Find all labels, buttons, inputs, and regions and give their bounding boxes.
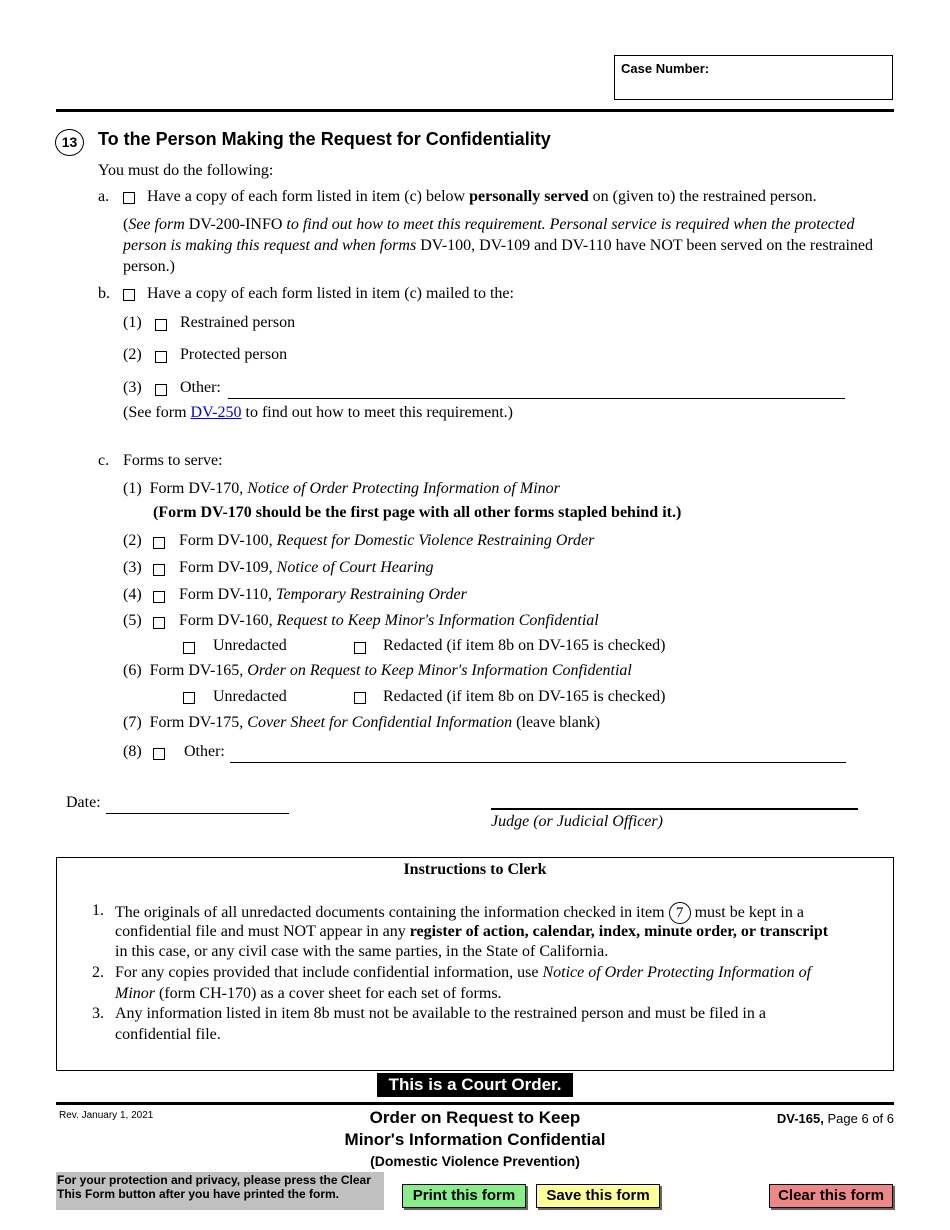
item-a-text-post: on (given to) the restrained person. <box>592 188 817 205</box>
item-b-option-label: Restrained person <box>180 314 296 331</box>
form-item: Form DV-110, Temporary Restraining Order <box>179 586 467 603</box>
dv-165-redacted-checkbox[interactable] <box>354 692 366 704</box>
form-item: (6) Form DV-165, Order on Request to Keep Minor's Information Confidential <box>123 662 632 679</box>
footer-subtitle: (Domestic Violence Prevention) <box>370 1153 580 1169</box>
form-item-num: (5) <box>123 612 142 629</box>
print-form-button[interactable]: Print this form <box>402 1184 526 1208</box>
item-b-letter: b. <box>98 285 110 302</box>
form-dv-160-checkbox[interactable] <box>153 617 165 629</box>
clerk-item-line: The originals of all unredacted documents containing the information checked in item 7 must be kept in a <box>115 902 804 924</box>
item-c-label: Forms to serve: <box>123 452 223 469</box>
privacy-line: For your protection and privacy, please press the Clear <box>57 1173 371 1187</box>
judge-label: Judge (or Judicial Officer) <box>491 813 663 830</box>
form-item: (7) Form DV-175, Cover Sheet for Confidential Information (leave blank) <box>123 714 601 731</box>
form-item-num: (8) <box>123 743 142 760</box>
form-item: Other: <box>184 743 225 760</box>
form-dv-110-checkbox[interactable] <box>153 591 165 603</box>
item-a-text-pre: Have a copy of each form listed in item (c) below <box>147 188 466 205</box>
footer-title-1: Order on Request to Keep <box>369 1108 581 1127</box>
clerk-title: Instructions to Clerk <box>403 861 547 878</box>
clerk-item-num: 2. <box>92 964 104 981</box>
case-number-box[interactable] <box>614 55 893 100</box>
other-checkbox[interactable] <box>155 384 167 396</box>
form-dv-109-checkbox[interactable] <box>153 564 165 576</box>
revision-date: Rev. January 1, 2021 <box>59 1110 154 1121</box>
date-label: Date: <box>66 794 101 811</box>
item-a-text <box>147 188 817 206</box>
clear-form-button[interactable]: Clear this form <box>769 1184 893 1208</box>
clerk-item-line: Any information listed in item 8b must not be available to the restrained person and must be filed in a <box>115 1005 766 1022</box>
clerk-item-line: in this case, or any civil case with the same parties, in the State of California. <box>115 943 609 960</box>
restrained-person-checkbox[interactable] <box>155 319 167 331</box>
privacy-line: This Form button after you have printed the form. <box>57 1187 340 1201</box>
case-number-label: Case Number: <box>621 61 710 76</box>
form-dv-100-checkbox[interactable] <box>153 537 165 549</box>
clerk-item-line: confidential file and must NOT appear in any register of action, calendar, index, minute order, or transcript <box>115 923 829 940</box>
clerk-item-num: 1. <box>92 902 104 919</box>
item-a-checkbox[interactable] <box>123 192 135 204</box>
top-rule <box>56 109 894 112</box>
section-intro: You must do the following: <box>98 162 274 179</box>
clerk-item-line: Minor (form CH-170) as a cover sheet for each set of forms. <box>115 985 502 1002</box>
date-field[interactable] <box>106 813 289 814</box>
protected-person-checkbox[interactable] <box>155 351 167 363</box>
bottom-rule <box>56 1102 894 1105</box>
item-a-letter: a. <box>98 188 110 205</box>
item-b-note: (See form DV-250 to find out how to meet this requirement.) <box>123 404 513 421</box>
item-b-option-label: Protected person <box>180 346 288 363</box>
privacy-notice <box>56 1172 384 1210</box>
page-info: DV-165, Page 6 of 6 <box>776 1111 894 1126</box>
item-a-text-bold: personally served <box>469 188 589 205</box>
sub-option-label: Redacted (if item 8b on DV-165 is checked) <box>383 688 666 705</box>
dv-165-unredacted-checkbox[interactable] <box>183 692 195 704</box>
item-b-text: Have a copy of each form listed in item (c) mailed to the: <box>147 285 514 302</box>
item-a-note: (See form DV-200-INFO to find out how to meet this requirement. Personal service is required when the protected person is making this request and when forms DV-100, DV-109 and DV-110 have NOT been served on the restrained person.) <box>123 216 873 275</box>
form-item: Form DV-109, Notice of Court Hearing <box>179 559 434 576</box>
footer-title-2: Minor's Information Confidential <box>344 1130 606 1149</box>
form-item-num: (2) <box>123 532 142 549</box>
item-c-letter: c. <box>98 452 110 469</box>
dv-160-redacted-checkbox[interactable] <box>354 642 366 654</box>
save-form-button[interactable]: Save this form <box>536 1184 660 1208</box>
section-title: To the Person Making the Request for Confidentiality <box>98 129 551 149</box>
item-7-circle: 7 <box>669 902 691 924</box>
dv-250-link[interactable]: DV-250 <box>190 404 242 421</box>
clerk-item-num: 3. <box>92 1005 104 1022</box>
form-other-checkbox[interactable] <box>153 748 165 760</box>
form-item-note: (Form DV-170 should be the first page with all other forms stapled behind it.) <box>153 504 682 521</box>
item-b-option-num: (2) <box>123 346 142 363</box>
sub-option-label: Unredacted <box>213 688 287 705</box>
form-item: Form DV-160, Request to Keep Minor's Information Confidential <box>179 612 599 629</box>
form-item-num: (3) <box>123 559 142 576</box>
clerk-item-line: For any copies provided that include confidential information, use Notice of Order Protecting Information of <box>115 964 812 981</box>
item-b-option-num: (1) <box>123 314 142 331</box>
court-order-banner: This is a Court Order. <box>377 1073 573 1097</box>
sub-option-label: Redacted (if item 8b on DV-165 is checked) <box>383 637 666 654</box>
dv-160-unredacted-checkbox[interactable] <box>183 642 195 654</box>
form-item: (1) Form DV-170, Notice of Order Protecting Information of Minor <box>123 480 560 497</box>
item-b-option-num: (3) <box>123 379 142 396</box>
item-b-option-label: Other: <box>180 379 221 396</box>
other-form-field[interactable] <box>230 762 846 763</box>
judge-signature-line[interactable] <box>491 808 858 810</box>
section-number-circle: 13 <box>55 129 84 156</box>
other-recipient-field[interactable] <box>228 398 845 399</box>
clerk-item-line: confidential file. <box>115 1026 221 1043</box>
sub-option-label: Unredacted <box>213 637 287 654</box>
form-item-num: (4) <box>123 586 142 603</box>
form-item: Form DV-100, Request for Domestic Violence Restraining Order <box>179 532 595 549</box>
item-b-checkbox[interactable] <box>123 289 135 301</box>
